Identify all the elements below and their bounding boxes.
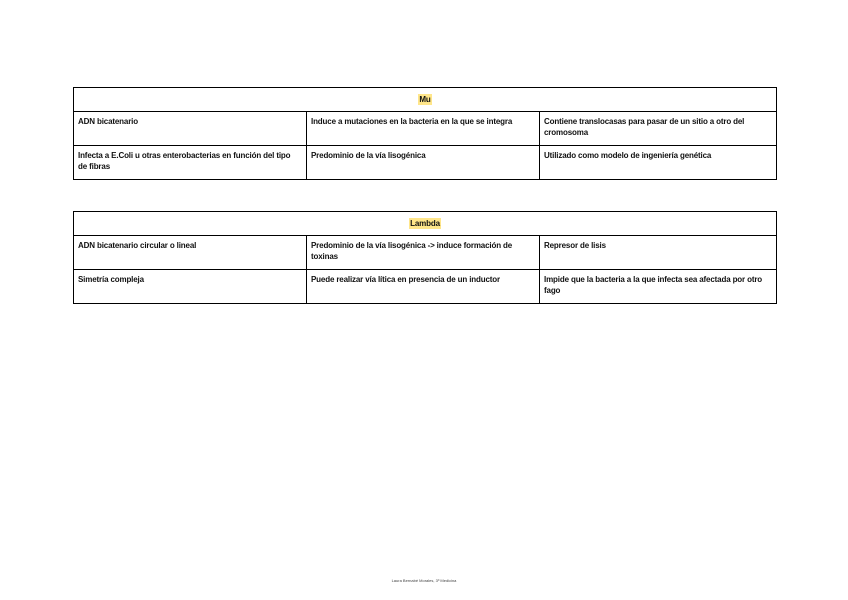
table-mu: [73, 87, 777, 180]
table-title-cell: [74, 88, 777, 112]
table-header-row: [74, 88, 777, 112]
table-cell: Represor de lisis: [540, 236, 777, 270]
page-footer: Laura Bernabé Morales, 3º Medicina: [391, 578, 457, 583]
table-row: [74, 236, 777, 270]
table-cell: Impide que la bacteria a la que infecta sea afectada por otro fago: [540, 270, 777, 304]
table-cell: Puede realizar vía lítica en presencia de un inductor: [307, 270, 540, 304]
table-cell: Utilizado como modelo de ingeniería genética: [540, 146, 777, 180]
table-cell: Predominio de la vía lisogénica: [307, 146, 540, 180]
table-cell: ADN bicatenario circular o lineal: [74, 236, 307, 270]
table-cell: Simetría compleja: [74, 270, 307, 304]
table-cell: Induce a mutaciones en la bacteria en la que se integra: [307, 112, 540, 146]
table-title-cell: [74, 212, 777, 236]
table-title: Lambda: [410, 219, 440, 228]
table-cell: Predominio de la vía lisogénica -> induce formación de toxinas: [307, 236, 540, 270]
table-header-row: [74, 212, 777, 236]
table-cell: Contiene translocasas para pasar de un sitio a otro del cromosoma: [540, 112, 777, 146]
table-cell: Infecta a E.Coli u otras enterobacterias en función del tipo de fibras: [74, 146, 307, 180]
table-title: Mu: [419, 95, 431, 104]
table-row: [74, 270, 777, 304]
table-row: [74, 146, 777, 180]
table-cell: ADN bicatenario: [74, 112, 307, 146]
table-row: [74, 112, 777, 146]
table-lambda: [73, 211, 777, 304]
